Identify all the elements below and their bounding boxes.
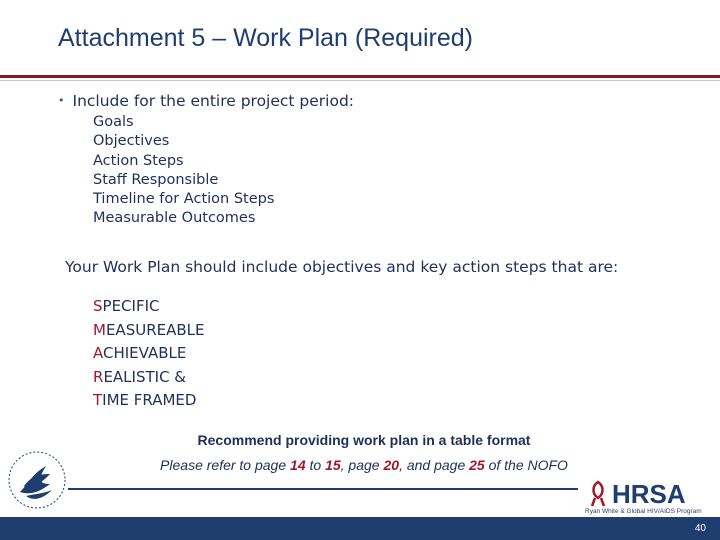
smart-initial: S: [93, 297, 103, 315]
page-number: 40: [694, 523, 706, 534]
refer-text: Please refer to page: [160, 457, 291, 473]
smart-rest: PECIFIC: [102, 297, 160, 315]
slide-title: Attachment 5 – Work Plan (Required): [58, 24, 474, 52]
work-plan-statement: Your Work Plan should include objectives and key action steps that are:: [65, 258, 619, 276]
smart-initial: R: [93, 367, 104, 386]
smart-rest: CHIEVABLE: [103, 344, 187, 362]
page-ref: 15: [325, 457, 341, 473]
hrsa-tagline: Ryan White & Global HIV/AIDS Program: [585, 508, 702, 515]
smart-list: [93, 295, 204, 413]
refer-text: , page: [340, 457, 384, 473]
smart-rest: EASUREABLE: [105, 320, 205, 339]
work-plan-items-list: [93, 113, 274, 229]
title-divider: [0, 75, 720, 78]
smart-rest: IME FRAMED: [102, 391, 197, 409]
list-item: Staff Responsible: [93, 171, 219, 188]
hhs-eagle-logo-icon: [6, 444, 68, 516]
title-divider-thin: [0, 80, 720, 81]
smart-initial: M: [93, 320, 106, 339]
page-ref: 25: [469, 457, 485, 473]
bullet-text: Include for the entire project period:: [72, 92, 355, 110]
smart-initial: A: [93, 344, 103, 362]
hrsa-wordmark: HRSA: [612, 479, 686, 508]
smart-item: [93, 319, 204, 343]
smart-item: [93, 366, 204, 390]
smart-item: [93, 342, 204, 366]
page-ref: 14: [290, 457, 306, 473]
smart-item: [93, 389, 204, 413]
list-item: Goals: [93, 114, 134, 130]
refer-text: , and page: [399, 457, 470, 473]
footer-divider: [68, 488, 578, 490]
list-item: Timeline for Action Steps: [93, 191, 275, 208]
nofo-reference: [0, 457, 720, 473]
recommendation-text: Recommend providing work plan in a table format: [197, 432, 531, 448]
refer-text: to: [305, 457, 326, 473]
list-item: Action Steps: [93, 152, 184, 169]
smart-rest: EALISTIC &: [103, 367, 187, 386]
footer-bar: [0, 517, 720, 540]
smart-initial: T: [93, 391, 103, 409]
list-item: Measurable Outcomes: [93, 210, 256, 227]
bullet-item: [58, 92, 354, 110]
list-item: Objectives: [93, 133, 170, 150]
refer-text: of the NOFO: [484, 457, 568, 473]
bullet-dot-icon: •: [58, 94, 65, 107]
smart-item: [93, 295, 204, 319]
page-ref: 20: [383, 457, 400, 473]
hrsa-logo-icon: [584, 478, 714, 508]
